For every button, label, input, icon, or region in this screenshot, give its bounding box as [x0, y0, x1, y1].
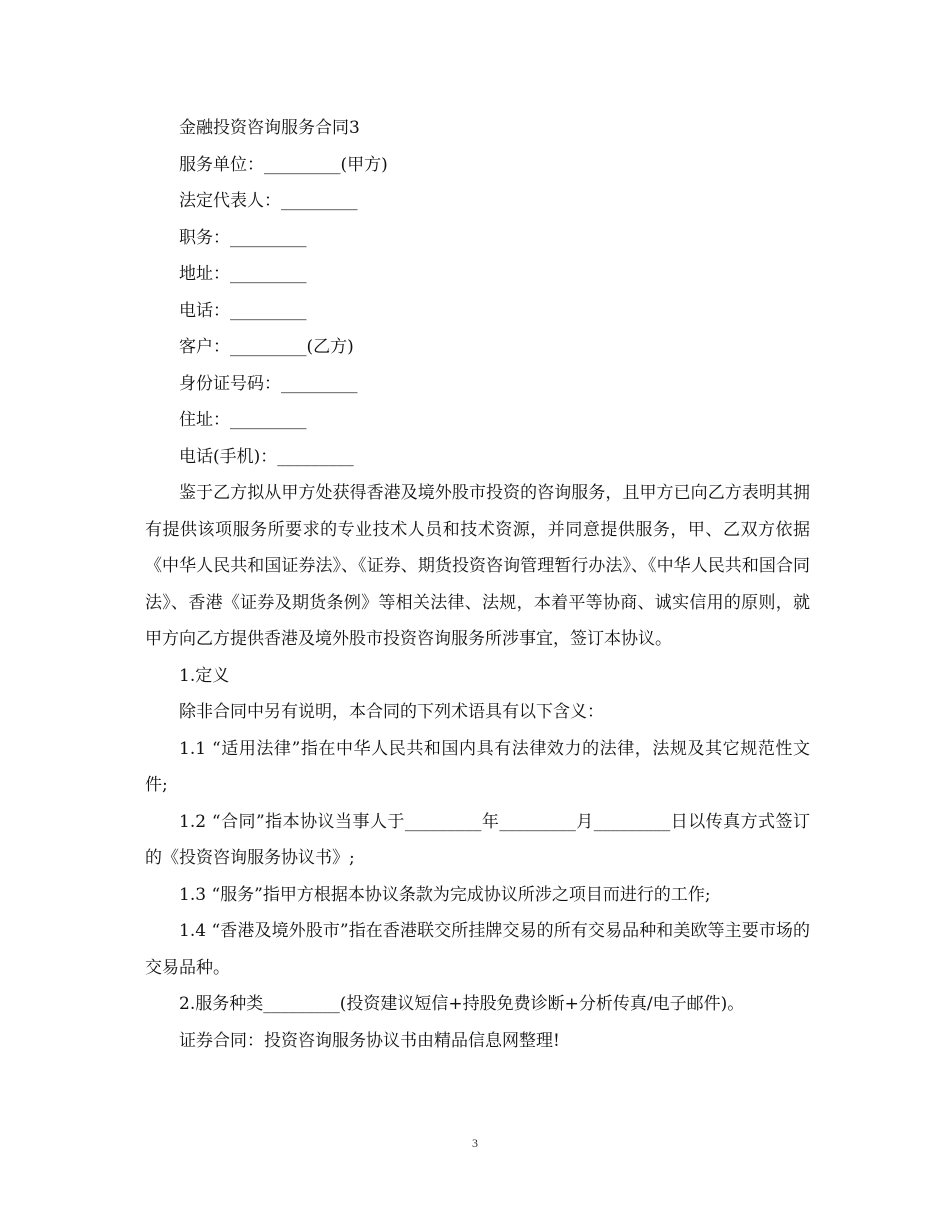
- closing-note: 证券合同：投资咨询服务协议书由精品信息网整理!: [179, 1030, 560, 1051]
- page-number: 3: [472, 1136, 478, 1150]
- field-client: 客户：_________(乙方): [179, 337, 354, 357]
- section-1-heading: 1.定义: [179, 665, 230, 686]
- field-position: 职务：_________: [179, 227, 307, 248]
- field-legal-representative: 法定代表人：_________: [179, 191, 358, 211]
- definition-1-1: 1.1 “适用法律”指在中华人民共和国内具有法律效力的法律，法规及其它规范性文件;: [145, 738, 810, 795]
- field-phone: 电话：_________: [179, 300, 307, 321]
- definition-1-3: 1.3 “服务”指甲方根据本协议条款为完成协议所涉之项目而进行的工作;: [179, 884, 711, 905]
- definition-1-2: 1.2 “合同”指本协议当事人于_________年_________月_________日以传真方式签订的《投资咨询服务协议书》;: [145, 811, 810, 868]
- document-body: [145, 110, 810, 1059]
- field-residence: 住址：_________: [179, 410, 307, 430]
- definition-1-4: 1.4 “香港及境外股市”指在香港联交所挂牌交易的所有交易品种和美欧等主要市场的交易品种。: [145, 921, 810, 978]
- field-address: 地址：_________: [179, 264, 307, 284]
- field-id-number: 身份证号码：_________: [179, 373, 358, 394]
- section-1-lead: 除非合同中另有说明，本合同的下列术语具有以下含义：: [179, 702, 604, 722]
- intro-paragraph: 鉴于乙方拟从甲方处获得香港及境外股市投资的咨询服务，且甲方已向乙方表明其拥有提供该项服务所要求的专业技术人员和技术资源，并同意提供服务，甲、乙双方依据《中华人民共和国证券法》、《证券、期货投资咨询管理暂行办法》、《中华人民共和国合同法》、香港《证券及期货条例》等相关法律、法规，本着平等协商、诚实信用的原则，就甲方向乙方提供香港及境外股市投资咨询服务所涉事宜，签订本协议。: [145, 483, 810, 649]
- field-mobile: 电话(手机)：_________: [179, 446, 354, 467]
- document-title: 金融投资咨询服务合同3: [179, 118, 360, 138]
- section-2: 2.服务种类_________(投资建议短信+持股免费诊断+分析传真/电子邮件)。: [179, 994, 745, 1014]
- field-service-unit: 服务单位：_________(甲方): [179, 154, 388, 175]
